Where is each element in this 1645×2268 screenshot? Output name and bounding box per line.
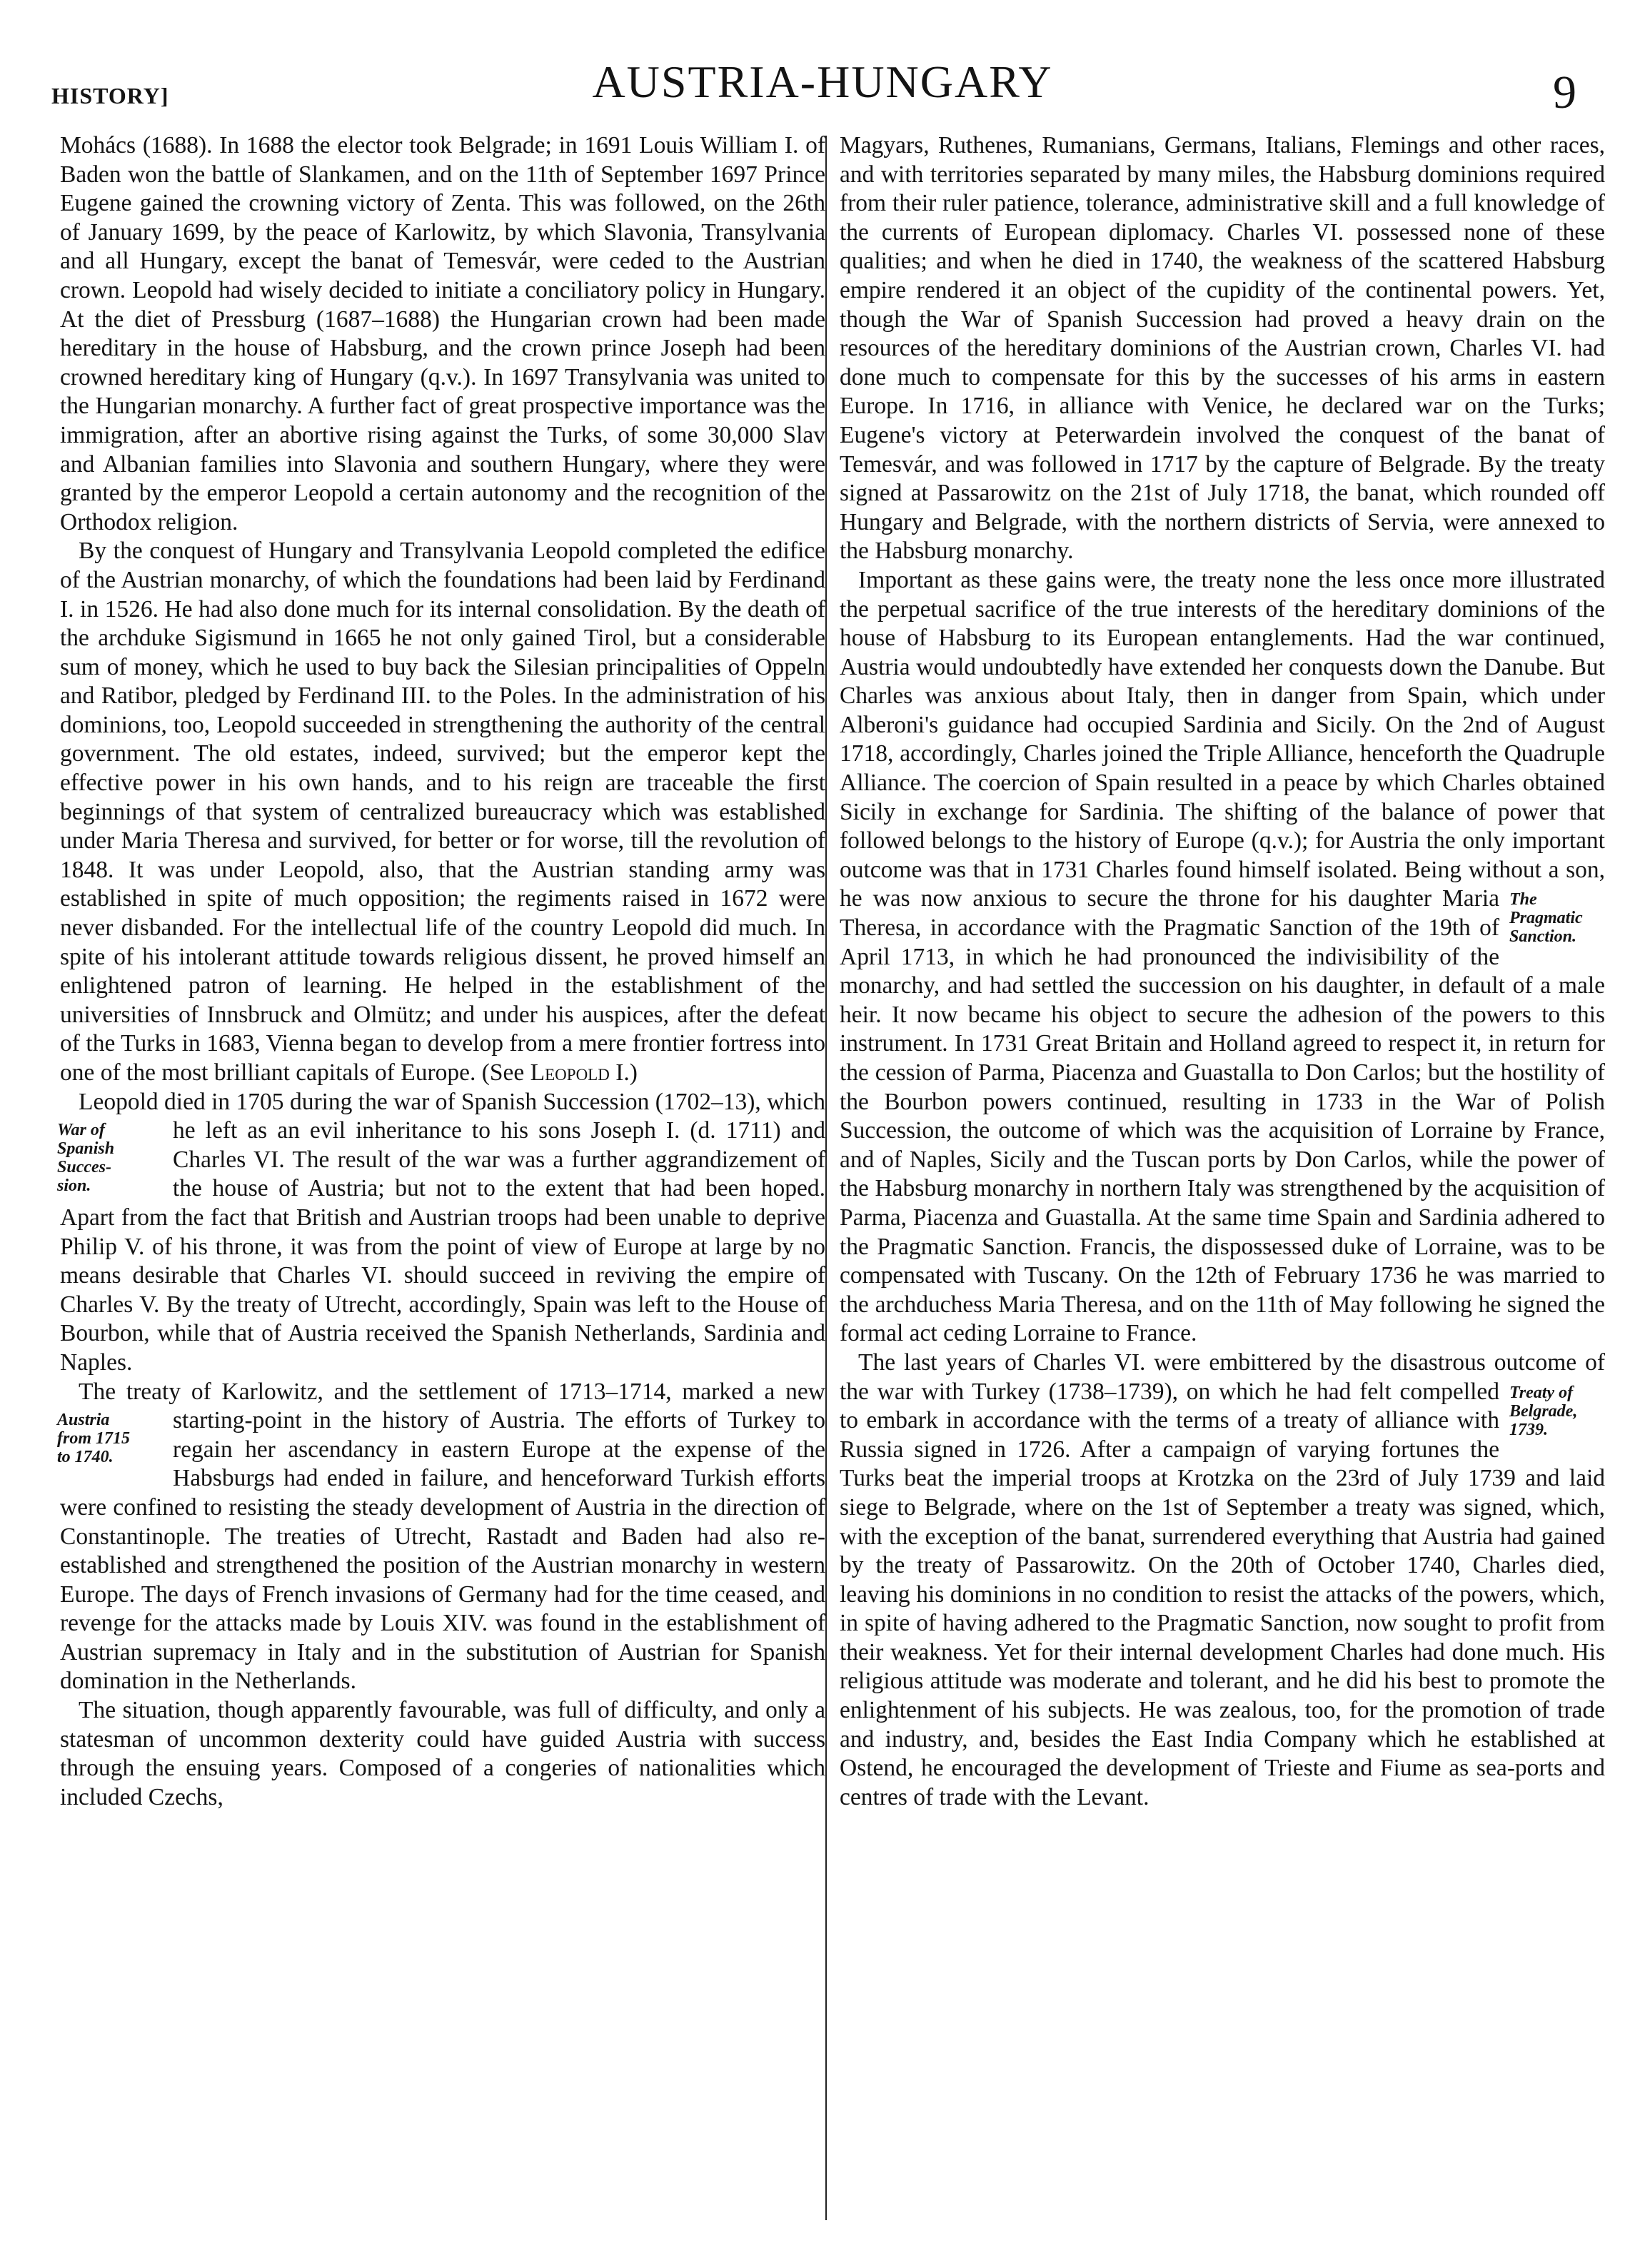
cross-reference: Leopold <box>530 1059 610 1086</box>
sidenote-austria-1715-1740: Austria from 1715 to 1740. <box>57 1411 130 1467</box>
running-section: HISTORY] <box>51 83 169 109</box>
left-column <box>57 131 826 1812</box>
paragraph: Important as these gains were, the treaty none the less once more illustrated the perpetual sacrifice of the true interests of the hereditary dominions of the house of Habsburg to its European entanglements. Had the war continued, Austria would undoubtedly have extended her conquests down the Danube. But Charles was anxious about Italy, then in danger from Spain, which under Alberoni's guidance had occupied Sardinia and Sicily. On the 2nd of August 1718, accordingly, Charles joined the Triple Alliance, henceforth the Quadruple Alliance. The coercion of Spain resulted in a peace by which Charles obtained Sicily in exchange for Sardinia. The shifting of the balance of power that followed belongs to the history of Europe (q.v.); for Austria the only important outcome was that in 1731 Charles found himself isolated. Being without a son, he The Pragmatic Sanction. was now anxious to secure the throne for his daughter Maria Theresa, in accordance with the Pragmatic Sanction of the 19th of April 1713, in which he had pronounced the indivisibility of the monarchy, and had settled the succession on his daughter, in default of a male heir. It now became his object to secure the adhesion of the powers to this instrument. In 1731 Great Britain and Holland agreed to respect it, in return for the cession of Parma, Piacenza and Guastalla to Don Carlos; but the hostility of the Bourbon powers continued, resulting in 1733 in the War of Polish Succession, the outcome of which was the acquisition of Lorraine by France, and of Naples, Sicily and the Tuscan ports by Don Carlos, while the power of the Habsburg monarchy in northern Italy was strengthened by the acquisition of Parma, Piacenza and Guastalla. At the same time Spain and Sardinia adhered to the Pragmatic Sanction. Francis, the dispossessed duke of Lorraine, was to be compensated with Tuscany. On the 12th of February 1736 he was married to the archduchess Maria Theresa, and on the 11th of May following he signed the formal act ceding Lorraine to France. <box>840 566 1605 1349</box>
paragraph: By the conquest of Hungary and Transylvania Leopold completed the edifice of the Austrian monarchy, of which the foundations had been laid by Ferdinand I. in 1526. He had also done much for its internal consolidation. By the death of the archduke Sigismund in 1665 he not only gained Tirol, but a considerable sum of money, which he used to buy back the Silesian principalities of Oppeln and Ratibor, pledged by Ferdinand III. to the Poles. In the administration of his dominions, too, Leopold succeeded in strengthening the authority of the central government. The old estates, indeed, survived; but the emperor kept the effective power in his own hands, and to his reign are traceable the first beginnings of that system of centralized bureaucracy which was established under Maria Theresa and survived, for better or for worse, till the revolution of 1848. It was under Leopold, also, that the Austrian standing army was established in spite of much opposition; the regiments raised in 1672 were never disbanded. For the intellectual life of the country Leopold did much. In spite of his intolerant attitude towards religious dissent, he proved himself an enlightened patron of learning. He helped in the establishment of the universities of Innsbruck and Olmütz; and under his auspices, after the defeat of the Turks in 1683, Vienna began to develop from a mere frontier fortress into one of the most brilliant capitals of Europe. (See Leopold I.) <box>60 538 825 1086</box>
sidenote-pragmatic-sanction: The Pragmatic Sanction. <box>1509 890 1583 947</box>
sidenote-war-of-spanish-succession: War of Spanish Succes- sion. <box>57 1121 115 1196</box>
page-number: 9 <box>1553 66 1576 119</box>
paragraph: The situation, though apparently favourable, was full of difficulty, and only a statesman of uncommon dexterity could have guided Austria with success through the ensuing years. Composed of a congeries of nationalities which included Czechs, <box>60 1697 825 1810</box>
sidenote-treaty-of-belgrade: Treaty of Belgrade, 1739. <box>1509 1383 1578 1439</box>
paragraph: The treaty of Karlowitz, and the settlement of 1713–1714, marked a new starting-point in the history of Austria. The Austria from 1715 to 1740. efforts of Turkey to regain her ascendancy in eastern Europe at the expense of the Habsburgs had ended in failure, and henceforward Turkish efforts were confined to resisting the steady development of Austria in the direction of Constantinople. The treaties of Utrecht, Rastadt and Baden had also re-established and strengthened the position of the Austrian monarchy in western Europe. The days of French invasions of Germany had for the time ceased, and revenge for the attacks made by Louis XIV. was found in the establishment of Austrian supremacy in Italy and in the substitution of Austrian for Spanish domination in the Netherlands. <box>57 1378 826 1695</box>
right-column <box>840 131 1605 1812</box>
paragraph: The last years of Charles VI. were embittered by the disastrous outcome of the war with Turkey (1738–1739), on which he had Treaty of Belgrade, 1739. felt compelled to embark in accordance with the terms of a treaty of alliance with Russia signed in 1726. After a campaign of varying fortunes the Turks beat the imperial troops at Krotzka on the 23rd of July 1739 and laid siege to Belgrade, where on the 1st of September a treaty was signed, which, with the exception of the banat, surrendered everything that Austria had gained by the treaty of Passarowitz. On the 20th of October 1740, Charles died, leaving his dominions in no condition to resist the attacks of the powers, which, in spite of having adhered to the Pragmatic Sanction, now sought to profit from their weakness. Yet for their internal development Charles had done much. His religious attitude was moderate and tolerant, and he did his best to promote the enlightenment of his subjects. He was zealous, too, for the promotion of trade and industry, and, besides the East India Company which he established at Ostend, he encouraged the development of Trieste and Fiume as sea-ports and centres of trade with the Levant. <box>840 1349 1605 1813</box>
column-rule <box>825 136 827 2220</box>
paragraph: Mohács (1688). In 1688 the elector took Belgrade; in 1691 Louis William I. of Baden won the battle of Slankamen, and on the 11th of September 1697 Prince Eugene gained the crowning victory of Zenta. This was followed, on the 26th of January 1699, by the peace of Karlowitz, by which Slavonia, Transylvania and all Hungary, except the banat of Temesvár, were ceded to the Austrian crown. Leopold had wisely decided to initiate a conciliatory policy in Hungary. At the diet of Pressburg (1687–1688) the Hungarian crown had been made hereditary in the house of Habsburg, and the crown prince Joseph had been crowned hereditary king of Hungary (q.v.). In 1697 Transylvania was united to the Hungarian monarchy. A further fact of great prospective importance was the immigration, after an abortive rising against the Turks, of some 30,000 Slav and Albanian families into Slavonia and southern Hungary, where they were granted by the emperor Leopold a certain autonomy and the recognition of the Orthodox religion. <box>60 132 825 535</box>
paragraph: Magyars, Ruthenes, Rumanians, Germans, Italians, Flemings and other races, and with territories separated by many miles, the Habsburg dominions required from their ruler patience, tolerance, administrative skill and a full knowledge of the currents of European diplomacy. Charles VI. possessed none of these qualities; and when he died in 1740, the weakness of the scattered Habsburg empire rendered it an object of the cupidity of the continental powers. Yet, though the War of Spanish Succession had proved a heavy drain on the resources of the hereditary dominions of the Austrian crown, Charles VI. had done much to compensate for this by the successes of his arms in eastern Europe. In 1716, in alliance with Venice, he declared war on the Turks; Eugene's victory at Peterwardein involved the conquest of the banat of Temesvár, and was followed in 1717 by the capture of Belgrade. By the treaty signed at Passarowitz on the 21st of July 1718, the banat, which rounded off Hungary and Belgrade, with the northern districts of Servia, were annexed to the Habsburg monarchy. <box>840 132 1605 565</box>
page-title: AUSTRIA-HUNGARY <box>592 56 1053 107</box>
paragraph: Leopold died in 1705 during the war of Spanish Succession (1702–13), which he left as an evil inheritance to his sons Joseph I. War of Spanish Succes- sion. (d. 1711) and Charles VI. The result of the war was a further aggrandizement of the house of Austria; but not to the extent that had been hoped. Apart from the fact that British and Austrian troops had been unable to deprive Philip V. of his throne, it was from the point of view of Europe at large by no means desirable that Charles VI. should succeed in reviving the empire of Charles V. By the treaty of Utrecht, accordingly, Spain was left to the House of Bourbon, while that of Austria received the Spanish Netherlands, Sardinia and Naples. <box>57 1088 825 1376</box>
